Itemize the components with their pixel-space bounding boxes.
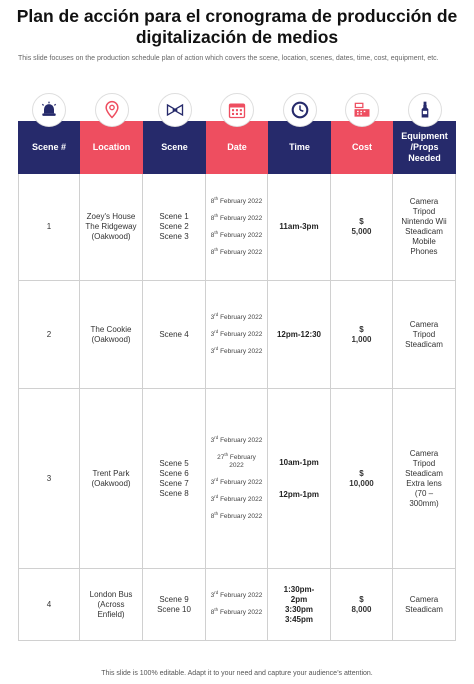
column-header: Time [268,121,331,174]
equipment-item: Nintendo Wii [401,217,447,226]
location-text: Zoey's House The Ridgeway (Oakwood) [85,212,137,241]
cost-value: 10,000 [349,478,374,488]
date-day: 8 [210,197,215,205]
equipment-cell [393,389,456,568]
date-day: 8 [210,231,215,239]
date-day: 3 [210,436,215,444]
time-cell [268,389,331,568]
cost-cell [331,281,393,388]
date-day: 8 [210,248,215,256]
time-label: 11am-3pm [279,222,319,231]
clock-icon [283,93,317,127]
time-label: 12pm-12:30 [276,329,322,339]
equipment-cell [393,281,456,388]
time-cell [268,174,331,280]
scene-cell [143,569,206,640]
column-header: Cost [331,121,393,174]
equipment-item: Tripod [412,329,436,339]
date-entry [210,493,263,504]
scene-label: Scene 1 [159,212,189,221]
scene-cell [143,174,206,280]
date-text: February 2022 [218,231,263,239]
equipment-item: Camera [409,594,439,604]
cash-register-icon [345,93,379,127]
equipment-item: Tripod [412,458,436,468]
scene-label: Scene 4 [159,329,189,339]
date-day: 27 [217,453,225,461]
date-text: February 2022 [218,313,263,321]
date-text: February 2022 [218,347,263,355]
date-day: 3 [210,478,215,486]
location-text: Trent Park (Oakwood) [91,468,131,488]
table-row [18,569,456,641]
date-suffix: rd [214,328,219,334]
table-row [18,389,456,569]
date-cell [206,569,268,640]
scene-number: 2 [46,329,52,339]
cost-value: 8,000 [351,604,372,614]
cost-value: 5,000 [351,227,372,236]
date-entry [210,328,263,339]
date-suffix: rd [214,434,219,440]
scene-number-cell [18,174,80,280]
currency-symbol: $ [359,594,364,604]
currency-symbol: $ [359,468,364,478]
date-suffix: rd [214,311,219,317]
date-day: 3 [210,347,215,355]
equipment-cell [393,174,456,280]
date-day: 8 [210,214,215,222]
date-cell [206,389,268,568]
date-suffix: rd [214,589,219,595]
column-header: Date [206,121,268,174]
equipment-item: Tripod [412,207,436,216]
header-icon-row [18,93,456,133]
date-suffix: rd [214,345,219,351]
scene-label: Scene 5 [159,458,189,468]
scene-label: Scene 3 [159,232,189,241]
date-day: 3 [210,330,215,338]
currency-symbol: $ [359,324,364,334]
date-entry [210,476,263,487]
scene-label: Scene 7 [159,478,189,488]
equipment-item: Mobile [412,237,436,246]
equipment-item: Steadicam [405,227,443,236]
date-suffix: th [214,229,219,235]
page-subtitle: This slide focuses on the production schedule plan of action which covers the scene, location, scenes, dates, time, cost, equipment, etc. [18,55,439,62]
scene-label: Scene 6 [159,468,189,478]
location-pin-icon [95,93,129,127]
scene-number-cell [18,389,80,568]
date-text: February 2022 [218,512,263,520]
time-label: 10am-1pm [279,457,319,467]
location-text: The Cookie (Oakwood) [90,324,132,344]
date-entry [210,195,263,206]
location-cell [80,281,143,388]
bottle-icon [408,93,442,127]
date-text: February 2022 [218,214,263,222]
table-row [18,281,456,389]
cost-cell [331,174,393,280]
equipment-item: Phones [410,247,438,256]
column-header: Equipment /Props Needed [393,121,456,174]
bowtie-icon [158,93,192,127]
page-title: Plan de acción para el cronograma de producción de digitalización de medios [16,6,458,47]
location-text: London Bus (Across Enfield) [89,589,133,619]
date-text: February 2022 [218,197,263,205]
column-header: Scene # [18,121,80,174]
production-schedule-table [18,121,456,641]
siren-icon [32,93,66,127]
table-row [18,174,456,281]
date-text: February 2022 [218,478,263,486]
calendar-icon [220,93,254,127]
time-label: 2pm [290,594,308,604]
scene-number-cell [18,281,80,388]
equipment-item: Steadicam [405,339,443,349]
date-suffix: rd [214,493,219,499]
location-cell [80,569,143,640]
date-suffix: th [224,451,229,457]
cost-value: 1,000 [351,334,372,344]
scene-cell [143,389,206,568]
date-suffix: rd [214,476,219,482]
date-day: 8 [210,609,215,616]
date-suffix: th [214,510,219,516]
date-entry [210,246,263,257]
date-text: February 2022 [218,609,263,616]
equipment-item: 300mm) [409,498,439,508]
time-label: 3:30pm [284,604,313,614]
date-day: 3 [210,313,215,321]
date-entry [210,589,263,600]
scene-label: Scene 8 [159,488,189,498]
date-suffix: th [214,195,219,201]
scene-label: Scene 9 [159,594,189,604]
date-cell [206,281,268,388]
column-header: Location [80,121,143,174]
date-day: 3 [210,495,215,503]
scene-number-cell [18,569,80,640]
time-label: 1:30pm- [283,584,315,594]
date-entry [209,451,264,470]
date-entry [210,606,263,617]
date-entry [210,345,263,356]
date-text: February 2022 [218,592,263,599]
time-cell [268,569,331,640]
date-entry [210,434,263,445]
equipment-item: (70 – [414,488,434,498]
date-text: February 2022 [218,248,263,256]
date-entry [210,212,263,223]
date-day: 3 [210,592,215,599]
scene-number: 3 [46,473,52,483]
date-text: February 2022 [218,495,263,503]
date-entry [210,229,263,240]
scene-number: 1 [46,222,52,231]
time-label: 12pm-1pm [278,489,319,499]
date-text: February 2022 [228,453,256,469]
equipment-item: Extra lens [406,478,442,488]
footer-note: This slide is 100% editable. Adapt it to your need and capture your audience’s attention. [101,670,373,677]
cost-cell [331,569,393,640]
scene-label: Scene 10 [157,604,191,614]
equipment-item: Camera [409,319,439,329]
date-suffix: th [214,212,219,218]
equipment-item: Steadicam [405,604,443,614]
date-text: February 2022 [218,436,263,444]
scene-label: Scene 2 [159,222,189,231]
date-suffix: th [214,606,219,612]
scene-number: 4 [46,599,52,609]
equipment-item: Camera [409,448,439,458]
cost-cell [331,389,393,568]
date-entry [210,510,263,521]
date-cell [206,174,268,280]
date-day: 8 [210,512,215,520]
time-cell [268,281,331,388]
scene-cell [143,281,206,388]
date-suffix: th [214,246,219,252]
equipment-item: Camera [409,197,439,206]
location-cell [80,174,143,280]
time-label: 3:45pm [284,614,313,624]
date-text: February 2022 [218,330,263,338]
date-entry [210,311,263,322]
equipment-cell [393,569,456,640]
currency-symbol: $ [359,217,364,226]
column-header: Scene [143,121,206,174]
equipment-item: Steadicam [405,468,443,478]
location-cell [80,389,143,568]
